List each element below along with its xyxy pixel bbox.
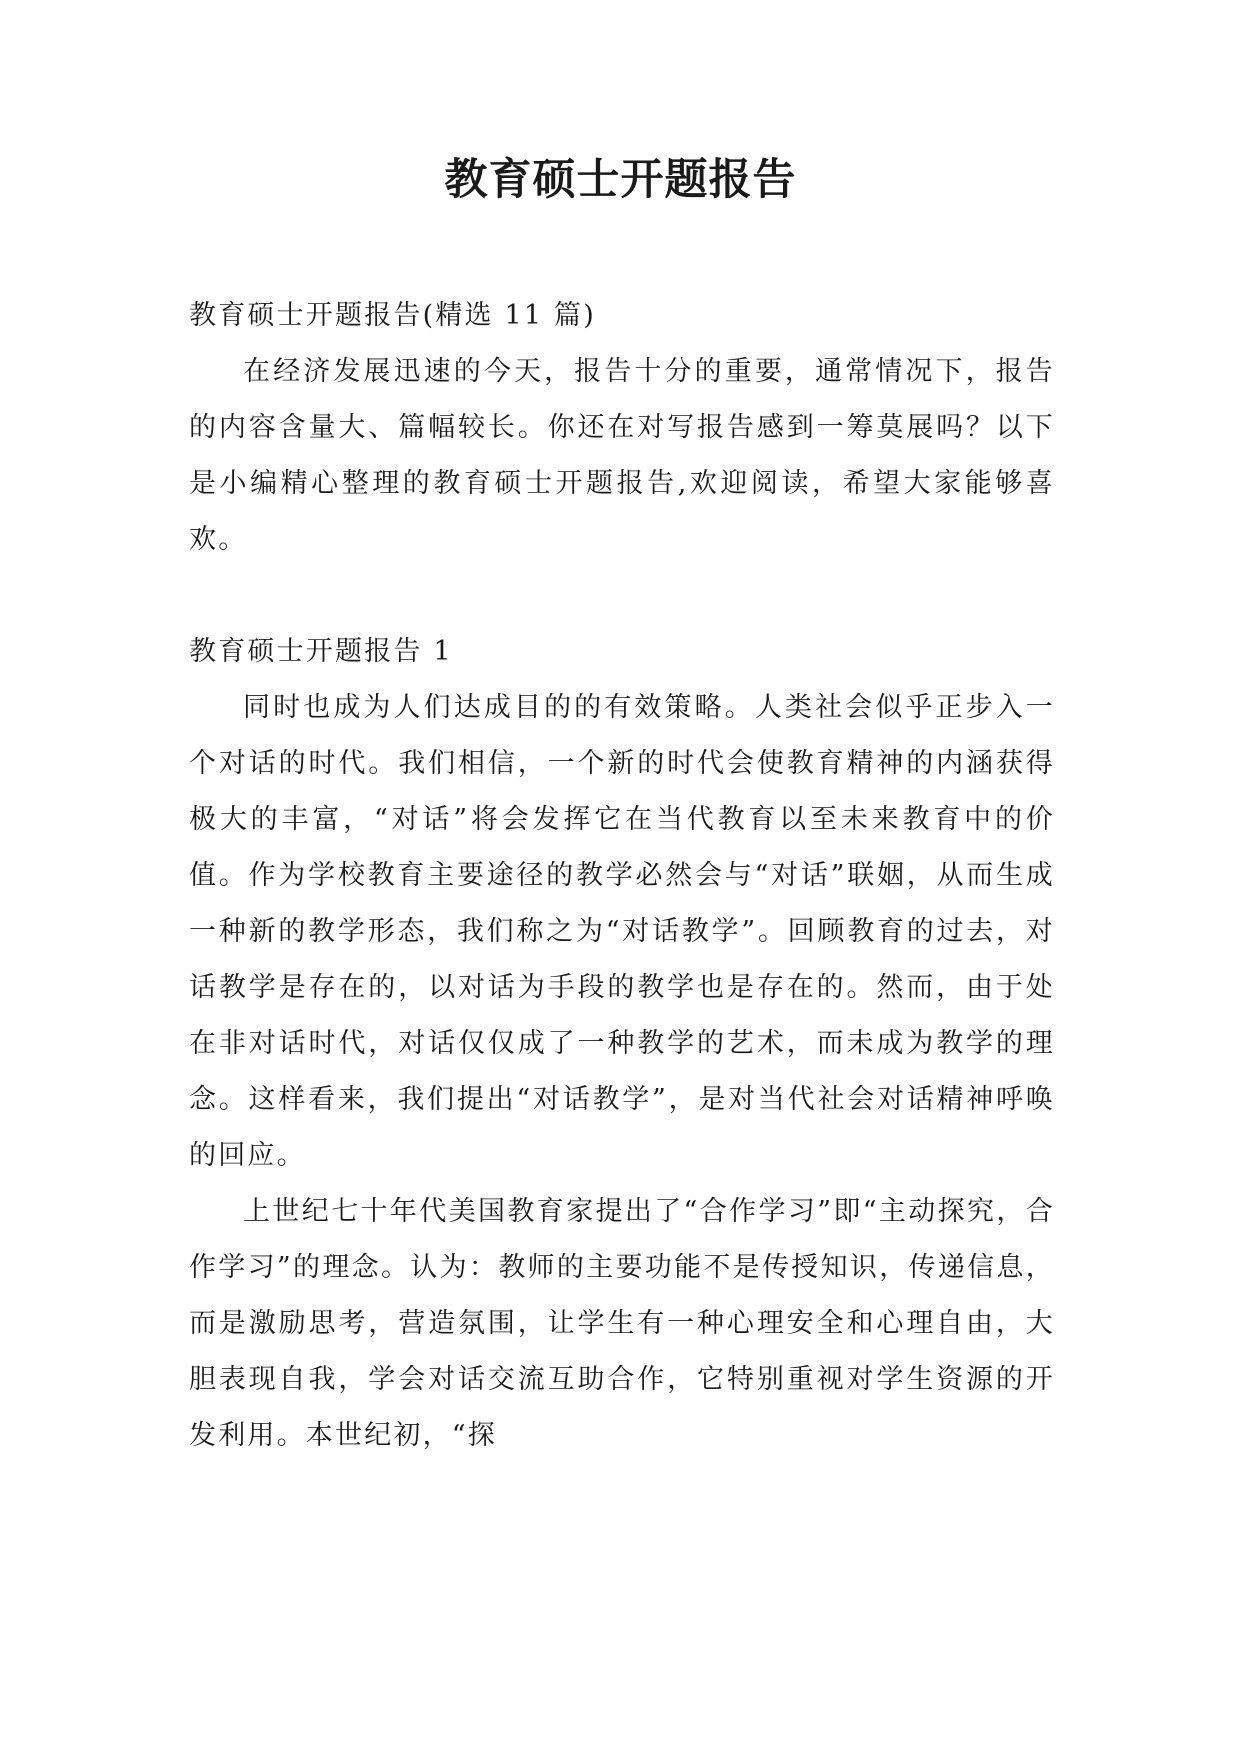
section-spacer — [189, 568, 1055, 624]
intro-paragraph: 在经济发展迅速的今天，报告十分的重要，通常情况下，报告的内容含量大、篇幅较长。你还在对写报告感到一筹莫展吗？以下是小编精心整理的教育硕士开题报告,欢迎阅读，希望大家能够喜欢。 — [189, 356, 1055, 555]
document-body — [189, 288, 1055, 1464]
section-heading: 教育硕士开题报告 1 — [189, 636, 453, 667]
body-paragraph: 同时也成为人们达成目的的有效策略。人类社会似乎正步入一个对话的时代。我们相信，一个新的时代会使教育精神的内涵获得极大的丰富，“对话”将会发挥它在当代教育以至未来教育中的价值。作为学校教育主要途径的教学必然会与“对话”联姻，从而生成一种新的教学形态，我们称之为“对话教学”。回顾教育的过去，对话教学是存在的，以对话为手段的教学也是存在的。然而，由于处在非对话时代，对话仅仅成了一种教学的艺术，而未成为教学的理念。这样看来，我们提出“对话教学”，是对当代社会对话精神呼唤的回应。 — [189, 692, 1055, 1171]
body-paragraph: 上世纪七十年代美国教育家提出了“合作学习”即“主动探究，合作学习”的理念。认为：教师的主要功能不是传授知识，传递信息，而是激励思考，营造氛围，让学生有一种心理安全和心理自由，大胆表现自我，学会对话交流互助合作，它特别重视对学生资源的开发利用。本世纪初，“探 — [189, 1196, 1055, 1451]
document-title: 教育硕士开题报告 — [444, 155, 797, 205]
document-subtitle: 教育硕士开题报告(精选 11 篇) — [189, 300, 596, 331]
